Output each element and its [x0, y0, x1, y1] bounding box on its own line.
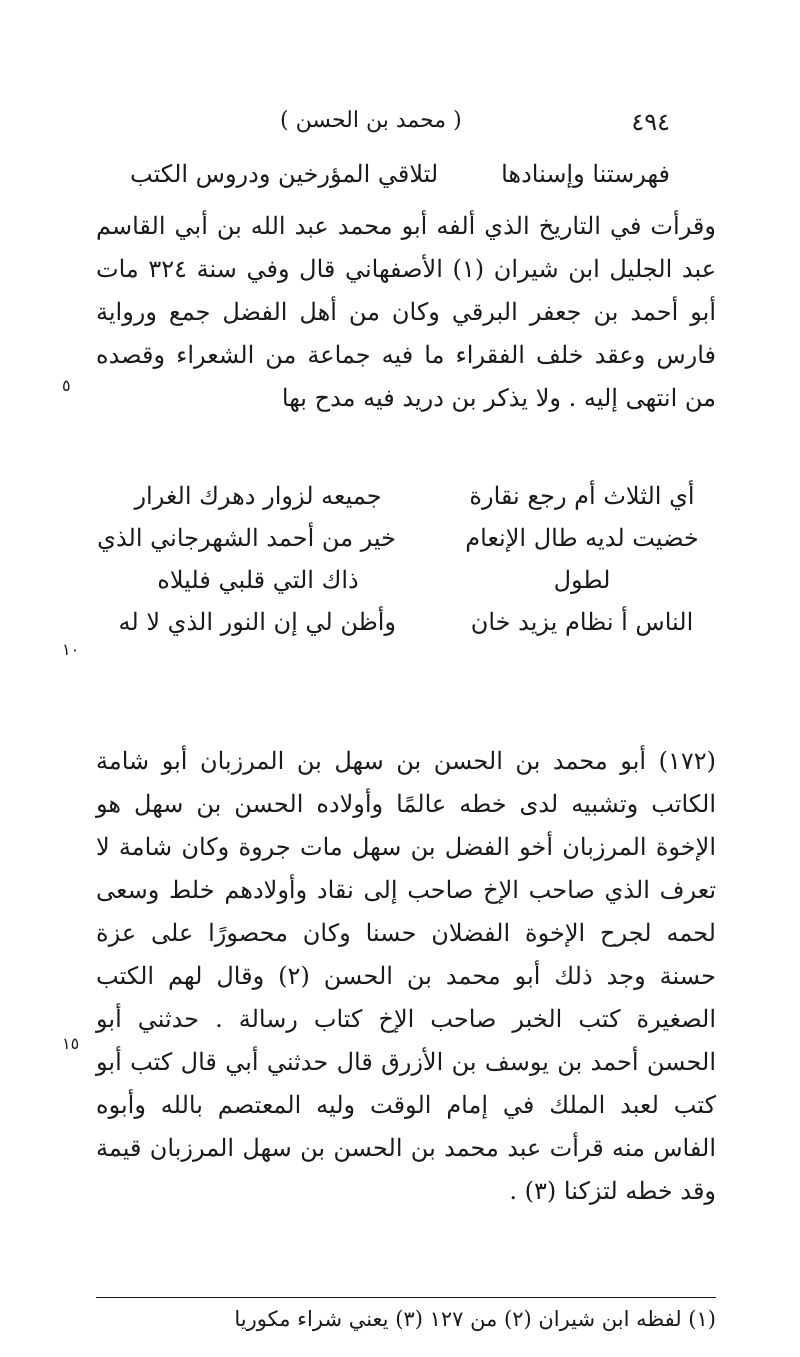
poem-verse — [120, 559, 720, 601]
paragraph-2: (١٧٢) أبو محمد بن الحسن بن سهل بن المرزبان أبو شامة الكاتب وتشبيه لدى خطه عالمًا وأولاده الحسن بن سهل هو الإخوة المرزبان أخو الفضل بن سهل مات جروة وكان شامة لا تعرف الذي صاحب الإخ صاحب إلى نقاد وأولادهم خلط وسعى لحمه لجرح الإخوة الفضلان حسنا وكان محصورًا على عزة حسنة وجد ذلك أبو محمد بن الحسن (٢) وقال لهم الكتب الصغيرة كتب الخبر صاحب الإخ كتاب رسالة . حدثني أبو الحسن أحمد بن يوسف بن الأزرق قال حدثني أبي قال كتب أبو كتب لعبد الملك في إمام الوقت وليه المعتصم بالله وأبوه الفاس منه قرأت عبد محمد بن الحسن بن سهل المرزبان قيمة وقد خطه لتزكنا (٣) . — [96, 747, 717, 1205]
verse-hemistich-left: جميعه لزوار دهرك الغرار — [134, 482, 382, 510]
verse-hemistich-left: ذاك التي قلبي فليلاه — [157, 566, 359, 594]
verse-hemistich-right: خضيت لديه طال الإنعام — [465, 524, 699, 552]
verse-hemistich-right: لطول — [553, 566, 611, 594]
footnote: (١) لفظه ابن شيران (٢) من ١٢٧ (٣) يعني شراء مكوريا — [234, 1307, 716, 1331]
verse-hemistich-right: أي الثلاث أم رجع نقارة — [469, 482, 695, 510]
poem-verse — [97, 517, 720, 559]
section-heading-left: لتلاقي المؤرخين ودروس الكتب — [130, 160, 439, 188]
poem-verse — [120, 601, 720, 643]
footnote-divider — [96, 1297, 716, 1298]
book-title: ( محمد بن الحسن ) — [280, 108, 462, 133]
verse-hemistich-left: وأظن لي إن النور الذي لا له — [118, 608, 396, 636]
line-marker-10: ١٠ — [62, 640, 80, 659]
verse-hemistich-left: خير من أحمد الشهرجاني الذي — [97, 524, 396, 552]
page-number: ٤٩٤ — [631, 108, 670, 136]
line-marker-15: ١٥ — [62, 1034, 80, 1053]
section-heading-right: فهرستنا وإسنادها — [501, 160, 670, 188]
line-marker-5: ٥ — [62, 376, 71, 395]
section-heading — [130, 160, 670, 188]
poem — [97, 475, 720, 643]
paragraph-1: وقرأت في التاريخ الذي ألفه أبو محمد عبد الله بن أبي القاسم عبد الجليل ابن شيران (١) الأصفهاني قال وفي سنة ٣٢٤ مات أبو أحمد بن جعفر البرقي وكان من أهل الفضل جمع ورواية فارس وعقد خلف الفقراء ما فيه جماعة من الشعراء وقصده من انتهى إليه . ولا يذكر بن دريد فيه مدح بها — [96, 212, 717, 412]
poem-verse — [120, 475, 720, 517]
verse-hemistich-right: الناس أ نظام يزيد خان — [470, 608, 694, 636]
running-head — [150, 108, 670, 148]
